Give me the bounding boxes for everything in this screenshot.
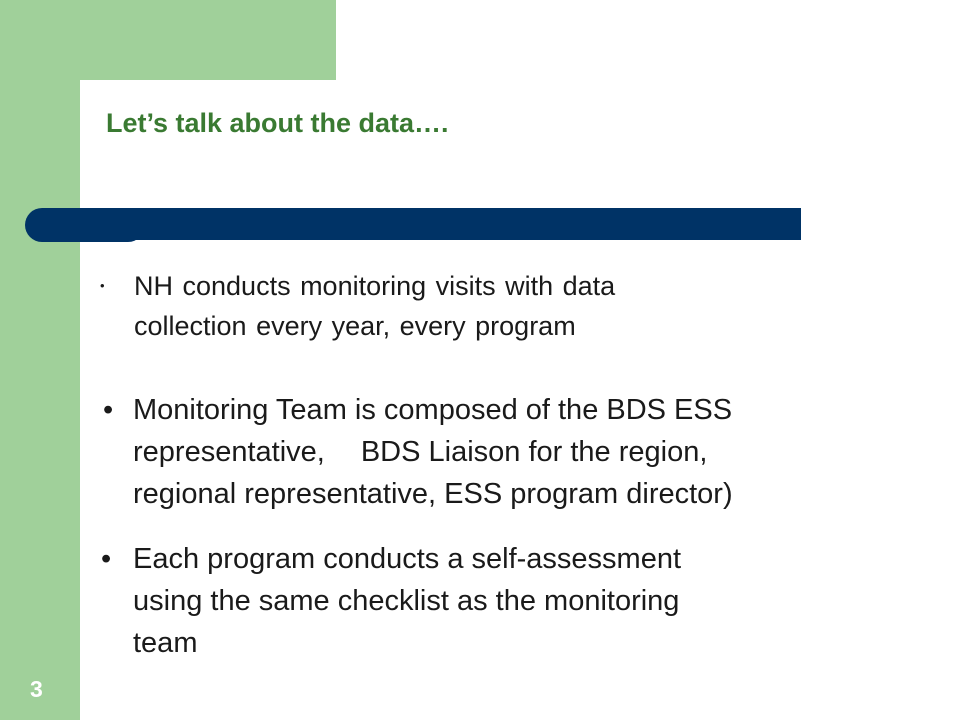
bullet-dot: • bbox=[100, 278, 105, 293]
bullet-1-line-1: NH conducts monitoring visits with data bbox=[134, 271, 616, 301]
bullet-item-2 bbox=[103, 389, 933, 515]
bullet-3-line-1: Each program conducts a self-assessment bbox=[133, 543, 682, 575]
bullet-item-1 bbox=[100, 266, 814, 346]
bullet-3-line-2: using the same checklist as the monitoring bbox=[133, 585, 680, 617]
bullet-1-line-2: collection every year, every program bbox=[134, 311, 576, 341]
bullet-dot: • bbox=[101, 543, 112, 575]
bullet-3-line-3: team bbox=[133, 627, 198, 659]
bullet-2-line-1: Monitoring Team is composed of the BDS ESS bbox=[133, 394, 733, 426]
top-green-band bbox=[0, 0, 336, 80]
title-underline-bar bbox=[64, 208, 801, 240]
bullet-2-line-2b: BDS Liaison for the region, bbox=[360, 436, 708, 468]
slide-title: Let’s talk about the data…. bbox=[106, 108, 449, 138]
content-panel-corner bbox=[80, 80, 220, 220]
slide-number: 3 bbox=[30, 676, 43, 702]
bullet-2-line-3: regional representative, ESS program director) bbox=[133, 478, 733, 510]
bullet-item-3 bbox=[101, 538, 873, 664]
bullet-2-line-2a: representative, bbox=[133, 436, 325, 468]
left-green-band bbox=[0, 0, 80, 720]
bullet-dot: • bbox=[103, 394, 114, 426]
